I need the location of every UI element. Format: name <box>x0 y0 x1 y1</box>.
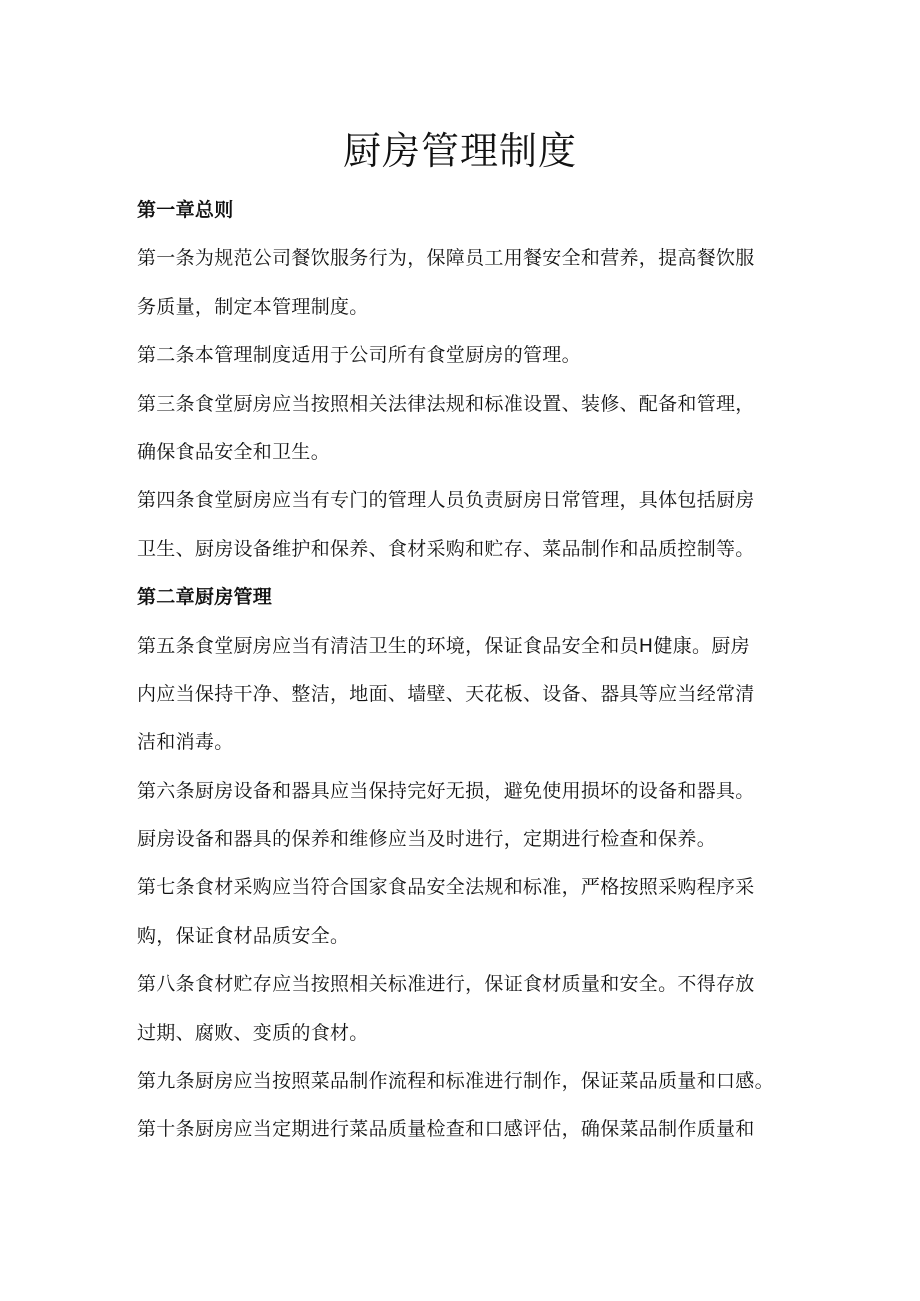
text-line: 第一条为规范公司餐饮服务行为，保障员工用餐安全和营养，提高餐饮服 <box>137 247 755 270</box>
text-line: 过期、腐败、变质的食材。 <box>137 1021 369 1044</box>
text-line: 厨房设备和器具的保养和维修应当及时进行，定期进行检查和保养。 <box>137 828 717 851</box>
text-line: 第五条食堂厨房应当有清洁卫生的环境，保证食品安全和员H健康。厨房 <box>137 634 750 657</box>
document-title: 厨房管理制度 <box>342 129 577 173</box>
text-line: 第十条厨房应当定期进行菜品质量检查和口感评估，确保菜品制作质量和 <box>137 1118 755 1141</box>
chapter-heading: 第二章厨房管理 <box>137 586 273 609</box>
text-line: 卫生、厨房设备维护和保养、食材采购和贮存、菜品制作和品质控制等。 <box>137 537 755 560</box>
text-line: 务质量，制定本管理制度。 <box>137 295 369 318</box>
text-line: 内应当保持干净、整洁，地面、墙壁、天花板、设备、器具等应当经常清 <box>137 682 755 705</box>
text-line: 洁和消毒。 <box>137 731 234 754</box>
document-body <box>137 186 817 1154</box>
chapter-heading: 第一章总则 <box>137 199 234 221</box>
text-line: 第七条食材采购应当符合国家食品安全法规和标准，严格按照采购程序采 <box>137 876 755 899</box>
text-line: 购，保证食材品质安全。 <box>137 924 350 947</box>
text-line: 第九条厨房应当按照菜品制作流程和标准进行制作，保证菜品质量和口感。 <box>137 1070 774 1093</box>
text-line: 确保食品安全和卫生。 <box>137 440 331 463</box>
text-line: 第六条厨房设备和器具应当保持完好无损，避免使用损坏的设备和器具。 <box>137 779 755 802</box>
text-line: 第二条本管理制度适用于公司所有食堂厨房的管理。 <box>137 344 581 367</box>
text-line: 第三条食堂厨房应当按照相关法律法规和标准设置、装修、配备和管理， <box>137 392 755 415</box>
text-line: 第八条食材贮存应当按照相关标准进行，保证食材质量和安全。不得存放 <box>137 973 755 996</box>
text-line: 第四条食堂厨房应当有专门的管理人员负责厨房日常管理，具体包括厨房 <box>137 489 755 512</box>
